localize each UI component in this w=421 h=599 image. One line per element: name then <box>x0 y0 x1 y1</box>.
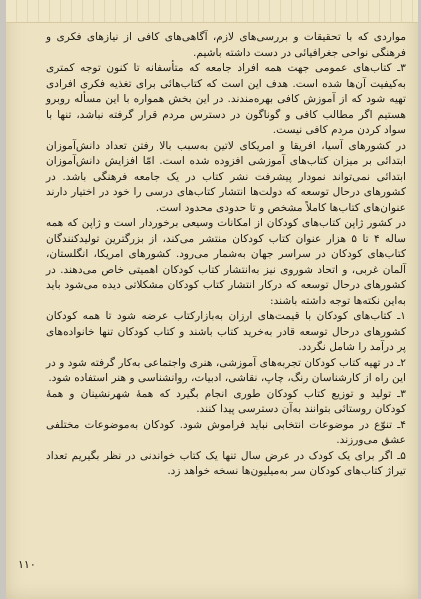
list-item-1: ۱ـ کتاب‌های کودکان با قیمت‌های ارزان به‌بازارکتاب عرضه شود تا همه کودکان کشورهای درحال توسعه قادر به‌خرید کتاب باشند و کتاب کودکان تنها خانواده‌های پر درآمد را شامل نگردد. <box>46 310 406 353</box>
list-item-5: ۵ـ اگر برای یک کودک در عرض سال تنها یک کتاب خواندنی در نظر بگیریم تعداد تیراژ کتاب‌های کودکان سر به‌میلیون‌ها نسخه خواهد زد. <box>46 449 406 477</box>
page-number: ۱۱۰ <box>18 558 36 571</box>
book-page <box>6 0 418 599</box>
paragraph-intro: مواردی که با تحقیقات و بررسی‌های لازم، آگاهی‌های کافی از نیازهای فکری و فرهنگی نواحی جغرافیائی در دست داشته باشیم. <box>46 31 406 59</box>
perforated-edge <box>6 0 418 23</box>
paragraph-item-3: ۳ـ کتاب‌های عمومی جهت همه افراد جامعه که متأسفانه تا کنون توجه کمتری به‌کیفیت آن‌ها شده است. هدف این است که کتاب‌هائی برای تغذیه فکری افرادی تهیه شود که از آموزش کافی بهره‌مندند. در این بخش همواره با این مسأله روبرو هستیم اگر مطالب کافی و گوناگون در دسترس مردم قرار گرفته نباشد، تنها با سواد کردن مردم کافی نیست. <box>46 62 406 136</box>
paragraph-developing-countries: در کشورهای آسیا، افریقا و امریکای لاتین به‌سبب بالا رفتن تعداد دانش‌آموزان ابتدائی بر میزان کتاب‌های آموزشی افزوده شده است. امّا افزایش دانش‌آموزان ابتدائی نمی‌تواند نمودار پیشرفت نشر کتاب در یک جامعه فرهنگی باشد. در کشورهای درحال توسعه که دولت‌ها انتشار کتاب‌های درسی را خود در اختیار دارند عنوان‌های کتاب‌ها کاملاً مشخص و تا حدودی محدود است. <box>46 139 406 214</box>
paragraph-japan: در کشور ژاپن کتاب‌های کودکان از امکانات وسیعی برخوردار است و ژاپن که همه ساله ۴ تا ۵ هزار عنوان کتاب کودکان منتشر می‌کند، از بزرگترین تولیدکنندگان کتاب‌های کودکان در سراسر جهان به‌شمار می‌رود. کشورهای امریکا، انگلستان، آلمان غربی، و اتحاد شوروی نیز به‌انتشار کتاب کودکان اهمیتی خاص می‌دهند. در کشورهای درحال توسعه که درکار انتشار کتاب کودکان مشکلاتی دیده می‌شود باید به‌این نکته‌ها توجه داشته باشند: <box>46 217 406 307</box>
list-item-2: ۲ـ در تهیه کتاب کودکان تجربه‌های آموزشی، هنری واجتماعی به‌کار گرفته شود و در این راه از کارشناسان رنگ، چاپ، نقاشی، ادبیات، روانشناسی و هنر استفاده شود. <box>46 356 406 384</box>
page-text <box>46 30 406 480</box>
list-item-4: ۴ـ تنوّع در موضوعات انتخابی نباید فراموش شود. کودکان به‌موضوعات مختلفی عشق می‌ورزند. <box>46 418 406 446</box>
list-item-3: ۳ـ تولید و توزیع کتاب کودکان طوری انجام بگیرد که همهٔ شهرنشینان و همهٔ کودکان روستائی بتوانند به‌آن دسترسی پیدا کنند. <box>46 387 406 415</box>
